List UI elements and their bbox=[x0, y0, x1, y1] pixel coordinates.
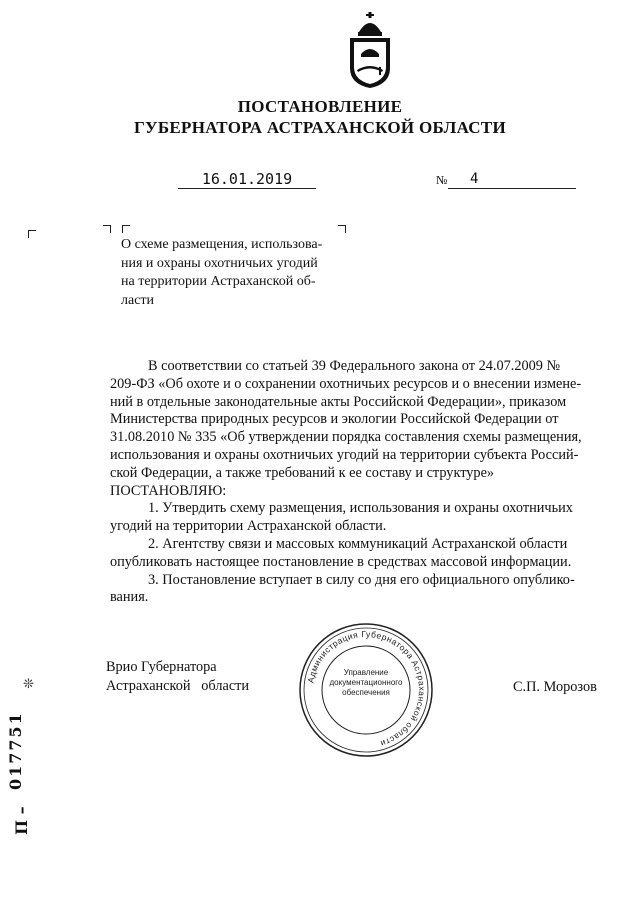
item-1-line: угодий на территории Астраханской области. bbox=[110, 518, 387, 535]
item-3-line: вания. bbox=[110, 589, 149, 606]
signatory-name: С.П. Морозов bbox=[513, 679, 597, 695]
document-title: ПОСТАНОВЛЕНИЕ bbox=[237, 97, 403, 116]
body-line: ний в отдельные законодательные акты Российской Федерации», приказом bbox=[110, 393, 567, 410]
stamp-inner-text: Управление документационного обеспечения bbox=[329, 668, 403, 697]
corner-mark bbox=[338, 225, 346, 233]
item-2-line: опубликовать настоящее постановление в средствах массовой информации. bbox=[110, 553, 572, 570]
item-1-line: 1. Утвердить схему размещения, использования и охраны охотничьих bbox=[148, 500, 573, 517]
coat-of-arms-icon bbox=[345, 10, 395, 90]
signatory-position: Врио Губернатора Астраханской области bbox=[106, 659, 250, 694]
document-date: 16.01.2019 bbox=[178, 171, 316, 189]
body-line: 209-ФЗ «Об охоте и о сохранении охотничьих ресурсов и о внесении измене- bbox=[110, 375, 582, 392]
body-line: ской Федерации, а также требований к ее составу и структуре» bbox=[110, 464, 495, 481]
document-number-field bbox=[448, 171, 576, 189]
item-2-line: 2. Агентству связи и массовых коммуникаций Астраханской области bbox=[148, 535, 568, 552]
document-subject: О схеме размещения, использова- ния и охраны охотничьих угодий на территории Астраханской об- ласти bbox=[121, 237, 323, 308]
corner-mark bbox=[122, 225, 130, 233]
document-issuer: ГУБЕРНАТОРА АСТРАХАНСКОЙ ОБЛАСТИ bbox=[133, 118, 507, 137]
form-serial-number: 017751 bbox=[6, 711, 25, 790]
number-label: № bbox=[436, 173, 448, 187]
body-line: 31.08.2010 № 335 «Об утверждении порядка составления схемы размещения, bbox=[110, 429, 582, 446]
decree-word: ПОСТАНОВЛЯЮ: bbox=[110, 482, 227, 499]
corner-mark bbox=[28, 230, 36, 238]
body-line: Министерства природных ресурсов и экологии Российской Федерации от bbox=[110, 411, 559, 428]
item-3-line: 3. Постановление вступает в силу со дня его официального опублико- bbox=[148, 571, 575, 588]
form-series-prefix: П – bbox=[12, 806, 31, 835]
document-number: 4 bbox=[470, 171, 479, 187]
corner-mark bbox=[103, 225, 111, 233]
body-line: В соответствии со статьей 39 Федерального закона от 24.07.2009 № bbox=[148, 358, 561, 374]
stamp-ring-text: Администрация Губернатора Астраханской области bbox=[305, 628, 428, 749]
body-line: использования и охраны охотничьих угодий на территории субъекта Россий- bbox=[110, 446, 579, 463]
document-body bbox=[110, 358, 615, 607]
margin-glyph: ❊ bbox=[23, 676, 34, 691]
